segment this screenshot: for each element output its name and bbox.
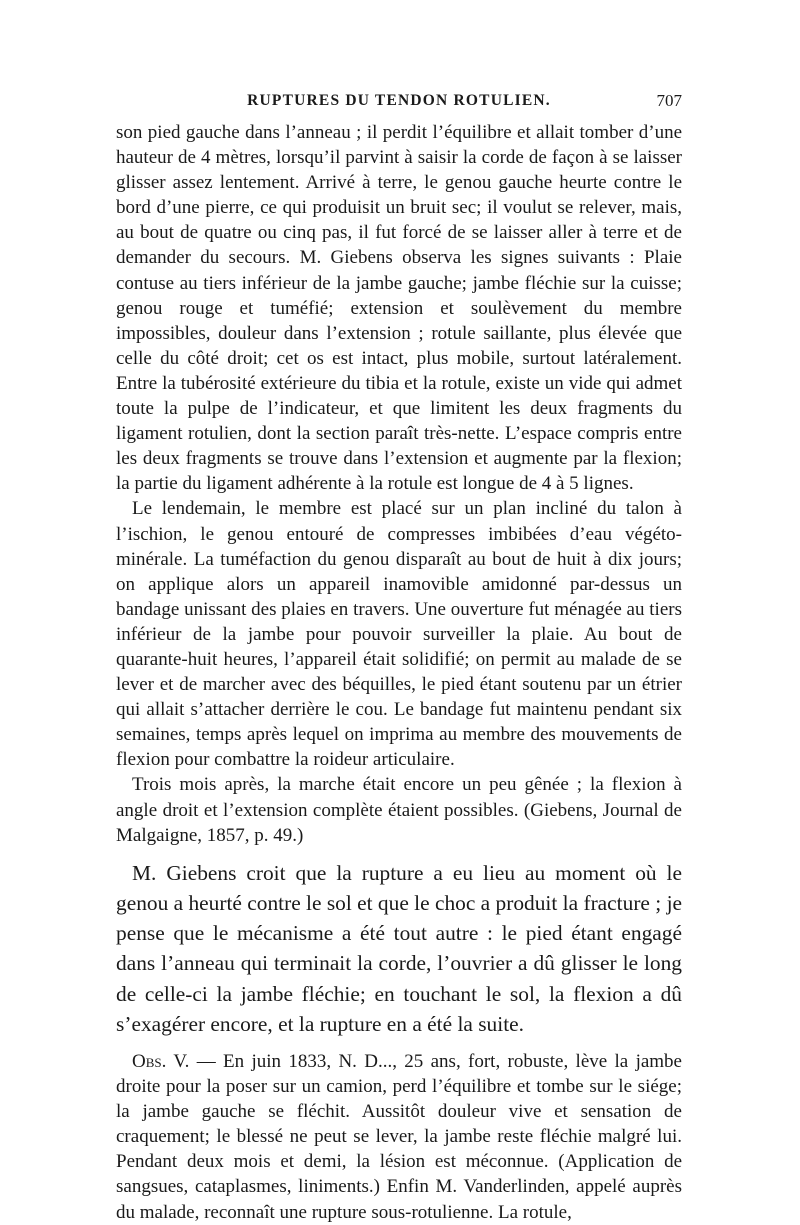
paragraph-observation: [116, 1049, 682, 1225]
paragraph-case-description: son pied gauche dans l’anneau ; il perdit l’équilibre et allait tomber d’une hauteur de 4 mètres, lorsqu’il parvint à saisir la corde de façon à se laisser glisser assez lentement. Arrivé à terre, le genou gauche heurte contre le bord d’une pierre, ce qui produisit un bruit sec; il voulut se relever, mais, au bout de quatre ou cinq pas, il fut forcé de se laisser aller à terre et de demander du secours. M. Giebens observa les signes suivants : Plaie contuse au tiers inférieur de la jambe gauche; jambe fléchie sur la cuisse; genou rouge et tuméfié; extension et soulèvement du membre impossibles, douleur dans l’extension ; rotule saillante, plus élevée que celle du côté droit; cet os est intact, plus mobile, surtout latéralement. Entre la tubérosité extérieure du tibia et la rotule, existe un vide qui admet toute la pulpe de l’indicateur, et que limitent les deux fragments du ligament rotulien, dont la section paraît très-nette. L’espace compris entre les deux fragments se trouve dans l’extension et augmente par la flexion; la partie du ligament adhérente à la rotule est longue de 4 à 5 lignes.: [116, 122, 682, 495]
paragraph-outcome: Trois mois après, la marche était encore un peu gênée ; la flexion à angle droit et l’extension complète étaient possibles. (Giebens, Journal de Malgaigne, 1857, p. 49.): [116, 774, 682, 846]
running-header: [116, 92, 682, 118]
commentary-block: [116, 858, 682, 1039]
page-number: 707: [656, 91, 682, 110]
book-page: [116, 92, 682, 1225]
paragraph-commentary: M. Giebens croit que la rupture a eu lieu au moment où le genou a heurté contre le sol et que le choc a produit la fracture ; je pense que le mécanisme a été tout autre : le pied étant engagé dans l’anneau qui terminait la corde, l’ouvrier a dû glisser le long de celle-ci la jambe fléchie; en touchant le sol, la flexion a dû s’exagérer encore, et la rupture en a été la suite.: [116, 860, 683, 1036]
running-title: RUPTURES DU TENDON ROTULIEN.: [247, 92, 551, 109]
observation-label: Obs. V.: [132, 1050, 190, 1072]
paragraph-treatment: Le lendemain, le membre est placé sur un plan incliné du talon à l’ischion, le genou entouré de compresses imbibées d’eau végéto-minérale. La tuméfaction du genou disparaît au bout de huit à dix jours; on applique alors un appareil inamovible amidonné par-dessus un bandage unissant des plaies en travers. Une ouverture fut ménagée au tiers inférieur de la jambe pour pouvoir surveiller la plaie. Au bout de quarante-huit heures, l’appareil était solidifié; on permit au malade de se lever et de marcher avec des béquilles, le pied étant soutenu par un étrier qui allait s’attacher derrière le cou. Le bandage fut maintenu pendant six semaines, temps après lequel on imprima au membre des mouvements de flexion pour combattre la roideur articulaire.: [116, 498, 682, 771]
observation-text: — En juin 1833, N. D..., 25 ans, fort, robuste, lève la jambe droite pour la poser sur un camion, perd l’équilibre et tombe sur le siége; la jambe gauche se fléchit. Aussitôt douleur vive et sensation de craquement; le blessé ne peut se lever, la jambe reste fléchie malgré lui. Pendant deux mois et demi, la lésion est méconnue. (Application de sangsues, cataplasmes, liniments.) Enfin M. Vanderlinden, appelé auprès du malade, reconnaît une rupture sous-rotulienne. La rotule,: [116, 1050, 682, 1223]
main-text: [116, 120, 682, 848]
observation-block: [116, 1049, 682, 1225]
